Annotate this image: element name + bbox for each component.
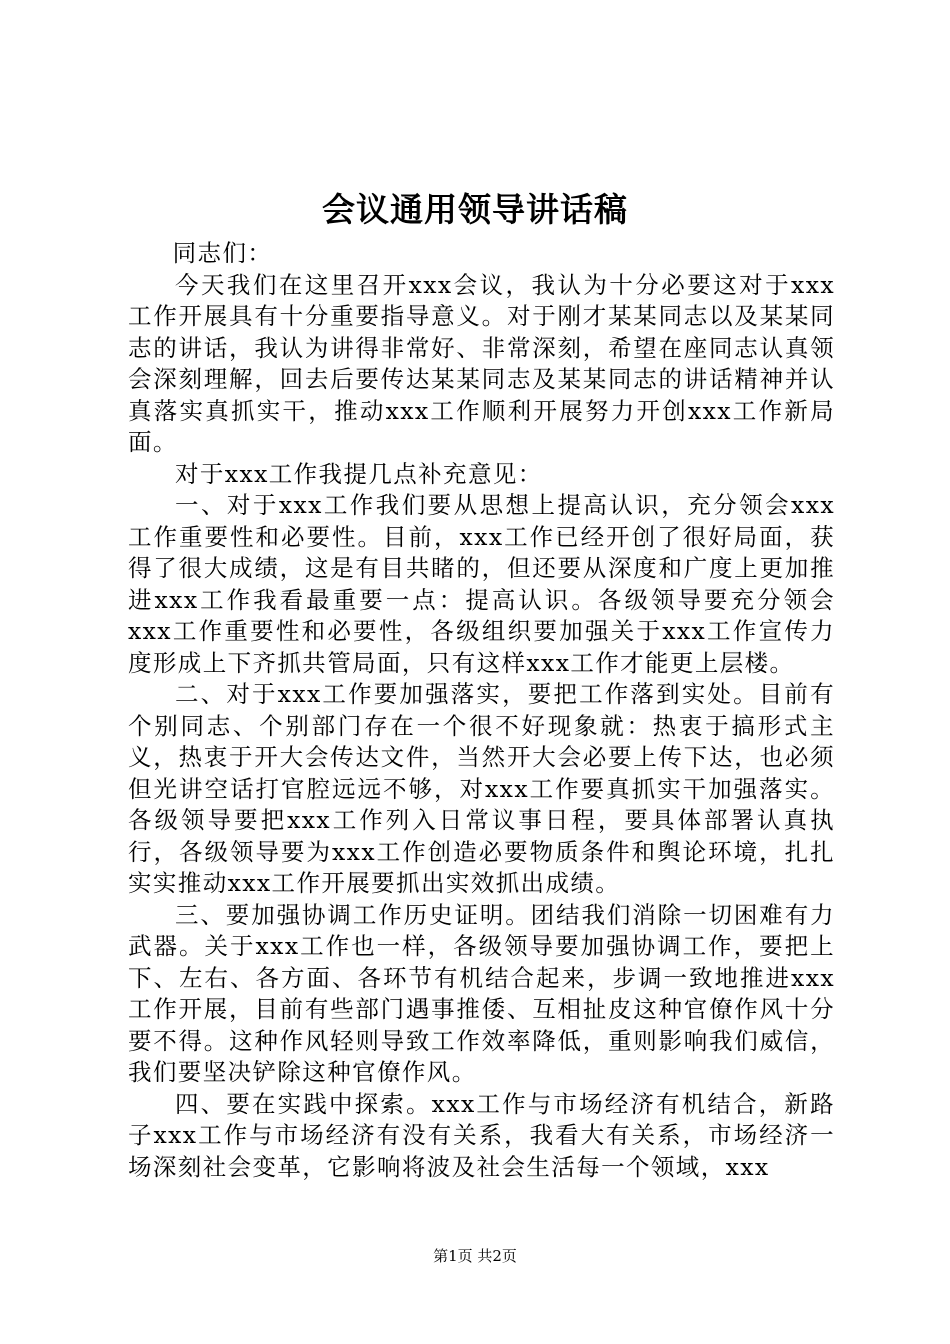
greeting-paragraph: 同志们：: [172, 239, 273, 267]
document-title: 会议通用领导讲话稿: [322, 190, 628, 229]
opinions-intro-paragraph: 对于xxx工作我提几点补充意见：: [175, 459, 543, 488]
point-three-paragraph: 三、要加强协调工作历史证明。团结我们消除一切困难有力武器。关于xxx工作也一样，各级领导要加强协调工作，要把上下、左右、各方面、各环节有机结合起来，步调一致地推进xxx工作开展，目前有些部门遇事推倭、互相扯皮这种官僚作风十分要不得。这种作风轻则导致工作效率降低，重则影响我们威信，我们要坚决铲除这种官僚作风。: [128, 900, 835, 1086]
point-two-paragraph: 二、对于xxx工作要加强落实，要把工作落到实处。目前有个别同志、个别部门存在一个很不好现象就：热衷于搞形式主义，热衷于开大会传达文件，当然开大会必要上传下达，也必须但光讲空话打官腔远远不够，对xxx工作要真抓实干加强落实。各级领导要把xxx工作列入日常议事日程，要具体部署认真执行，各级领导要为xxx工作创造必要物质条件和舆论环境，扎扎实实推动xxx工作开展要抓出实效抓出成绩。: [128, 680, 835, 897]
intro-paragraph: 今天我们在这里召开xxx会议，我认为十分必要这对于xxx工作开展具有十分重要指导意义。对于刚才某某同志以及某某同志的讲话，我认为讲得非常好、非常深刻，希望在座同志认真领会深刻理解，回去后要传达某某同志及某某同志的讲话精神并认真落实真抓实干，推动xxx工作顺利开展努力开创xxx工作新局面。: [128, 270, 835, 456]
page-number-footer: 第1页 共2页: [433, 1247, 517, 1265]
document-body: [128, 238, 835, 1183]
point-one-paragraph: 一、对于xxx工作我们要从思想上提高认识，充分领会xxx工作重要性和必要性。目前，xxx工作已经开创了很好局面，获得了很大成绩，这是有目共睹的，但还要从深度和广度上更加推进xxx工作我看最重要一点：提高认识。各级领导要充分领会xxx工作重要性和必要性，各级组织要加强关于xxx工作宣传力度形成上下齐抓共管局面，只有这样xxx工作才能更上层楼。: [128, 491, 835, 677]
point-four-paragraph: 四、要在实践中探索。xxx工作与市场经济有机结合，新路子xxx工作与市场经济有没有关系，我看大有关系，市场经济一场深刻社会变革，它影响将波及社会生活每一个领域，xxx: [128, 1089, 835, 1181]
